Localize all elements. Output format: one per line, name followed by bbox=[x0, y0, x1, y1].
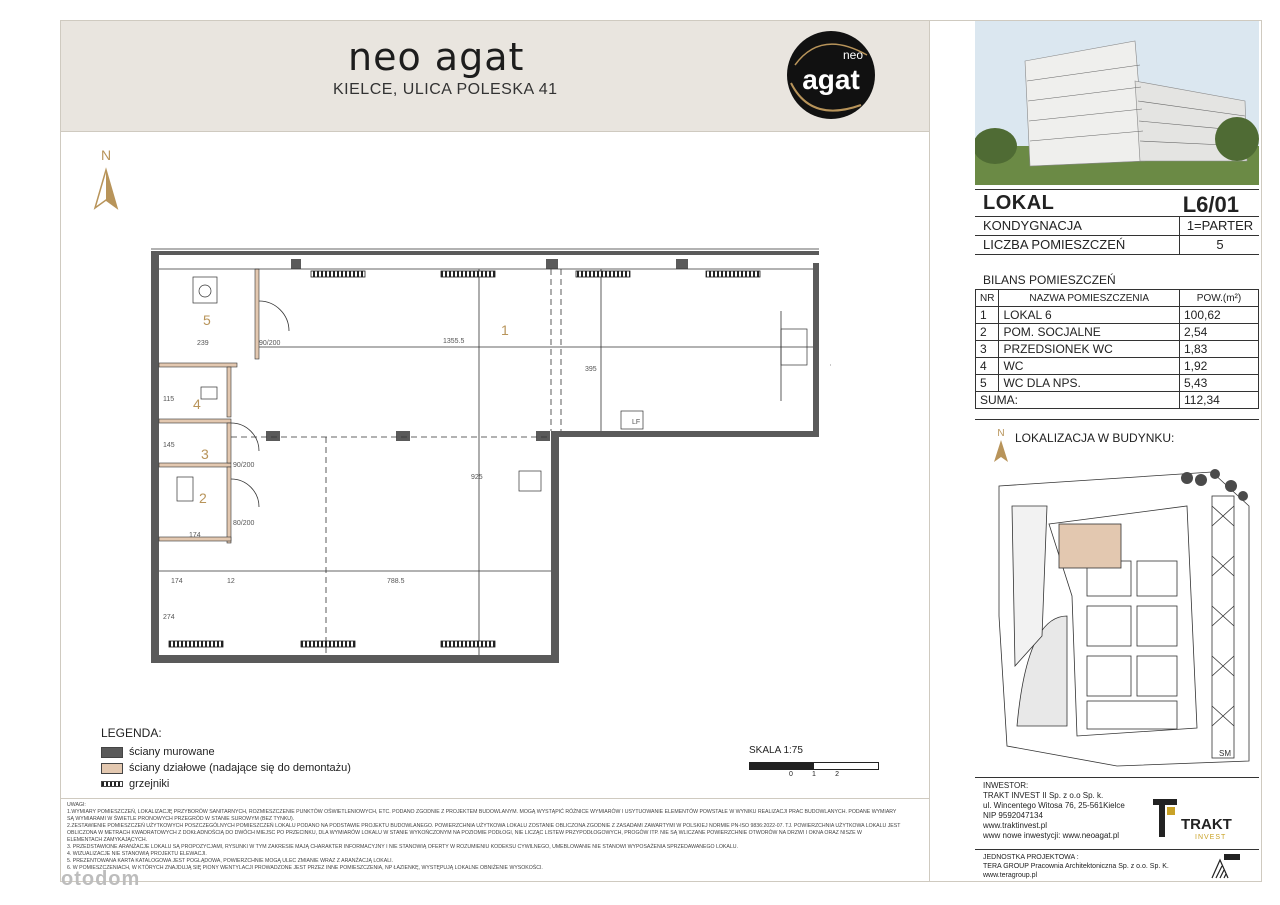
legend-swatch-partitions bbox=[101, 763, 123, 774]
header-name: NAZWA POMIESZCZENIA bbox=[999, 290, 1180, 307]
table-row bbox=[976, 375, 1259, 392]
trakt-logo-main: TRAKT bbox=[1181, 816, 1232, 833]
notes-title: UWAGI: bbox=[67, 802, 86, 808]
room-balance-title: BILANS POMIESZCZEŃ bbox=[983, 273, 1116, 287]
dimension-label: 239 bbox=[197, 340, 209, 347]
plan-partitions bbox=[159, 269, 259, 543]
investor-line: NIP 9592047134 bbox=[983, 811, 1043, 820]
door-label: 90/200 bbox=[233, 462, 255, 469]
site-plan bbox=[987, 466, 1257, 771]
sum-label: SUMA: bbox=[976, 392, 1180, 409]
room-balance-table bbox=[975, 289, 1259, 409]
room-number: 1 bbox=[501, 322, 509, 338]
table-row bbox=[976, 341, 1259, 358]
notes-line: 2.ZESTAWIENIE POMIESZCZEŃ UŻYTKOWYCH POSZCZEGÓLNYCH POMIESZCZEŃ LOKALU PODANO NA PODSTAWIE PROJEKTU BUDOWLANEGO. POWIERZCHNIA UŻYTKOWA LOKALU ZOSTANIE OBLICZONA ZGODNIE Z ZASADAMI ZAWARTYMI W POLSKIEJ NORMIE PN-ISO 9836:2022-07. TJ. POWIERZCHNIA UŻYTKOWA LOKALU JEST bbox=[67, 823, 901, 829]
designer-line: TERA GROUP Pracownia Architektoniczna Sp. z o.o. Sp. K. bbox=[983, 863, 1169, 870]
row-name: WC bbox=[999, 358, 1180, 375]
dimension-label: 1355.5 bbox=[443, 338, 465, 345]
row-name: LOKAL 6 bbox=[999, 307, 1180, 324]
row-area: 1,83 bbox=[1180, 341, 1259, 358]
watermark: otodom bbox=[61, 868, 141, 890]
floor-plan bbox=[141, 241, 831, 671]
header-area: POW.(m²) bbox=[1180, 290, 1259, 307]
unit-highlight bbox=[1059, 524, 1121, 568]
door-label: 80/200 bbox=[233, 520, 255, 527]
row-name: WC DLA NPS. bbox=[999, 375, 1180, 392]
tera-logo-icon bbox=[1210, 854, 1240, 880]
row-nr: 5 bbox=[976, 375, 999, 392]
table-header bbox=[976, 290, 1259, 307]
investor-info bbox=[983, 781, 1163, 841]
logo-text-top: neo bbox=[843, 48, 864, 62]
floor-row bbox=[975, 217, 1259, 236]
table-row bbox=[976, 307, 1259, 324]
table-sum-row bbox=[976, 392, 1259, 409]
legend-label: ściany działowe (nadające się do demontażu) bbox=[129, 762, 351, 774]
notes-line: 6. W POMIESZCZENIACH, W KTÓRYCH ZNAJDUJĄ SIĘ PIONY WENTYLACJI PROWADZONE JEST PRZEZ INNE POMIESZCZENIA, NP ŁAZIENKĘ, WYSTĘPUJĄ LOKALNE OBNIŻENIE WYSOKOŚCI. bbox=[67, 865, 543, 871]
investor-line[interactable]: www.traktinvest.pl bbox=[983, 821, 1048, 830]
dimension-label: 174 bbox=[171, 578, 183, 585]
legend-label: grzejniki bbox=[129, 778, 170, 790]
brand-title: neo agat bbox=[348, 35, 525, 79]
row-nr: 1 bbox=[976, 307, 999, 324]
notes-line: 5. PREZENTOWANA KARTA KATALOGOWA JEST POGLĄDOWA, POWIERZCHNIE MOGĄ ULEC ZMIANIE WRAZ Z ARANŻACJĄ LOKALI. bbox=[67, 858, 393, 864]
dimension-label: 174 bbox=[189, 532, 201, 539]
notes-line: 1.WYMIARY POMIESZCZEŃ, LOKALIZACJĘ PRZYBORÓW SANITARNYCH, ROZMIESZCZENIE PUNKTÓW OŚWIETLENIOWYCH, ETC. PODANO ZGODNIE Z PROJEKTEM BUDOWLANYM. MOGĄ WYSTĄPIĆ RÓŻNICE WYMIARÓW I USYTUOWANIE ELEMENTÓW POWSTAŁE W WYNIKU REALIZACJI PRAC BUDOWLANYCH. PODANE WYMIARY bbox=[67, 809, 897, 815]
building-photo bbox=[975, 21, 1259, 185]
dimension-label: 12 bbox=[227, 578, 235, 585]
notes-line: 4. WIZUALIZACJE NIE STANOWIĄ PROJEKTU ELEWACJI. bbox=[67, 851, 207, 857]
table-row bbox=[976, 358, 1259, 375]
dimension-label: 145 bbox=[163, 442, 175, 449]
logo-text-main: agat bbox=[802, 64, 860, 95]
dimension-label: 115 bbox=[163, 396, 175, 403]
location-north-label: N bbox=[997, 428, 1005, 439]
row-area: 100,62 bbox=[1180, 307, 1259, 324]
unit-code: L6/01 bbox=[1182, 192, 1239, 217]
site-marker: SM bbox=[1219, 749, 1231, 758]
info-panel bbox=[973, 21, 1262, 881]
unit-header bbox=[975, 189, 1259, 217]
room-number: 3 bbox=[201, 446, 209, 462]
dimension-label: 925 bbox=[471, 474, 483, 481]
room-number: 2 bbox=[199, 490, 207, 506]
notes-line: OBLICZONA W METRACH KWADRATOWYCH Z DOKŁADNOŚCIĄ DO DWÓCH MIEJSC PO PRZECINKU, DLA WYMIARÓW LOKALU W STANIE WYKOŃCZONYM NA POZIOMIE PODŁOGI, NIE LICZĄC LISTEW PRZYPODŁOGOWYCH, PROGÓW ITP. NIE SĄ WLICZANE POWIERZCHNIE OTWORÓW NA DRZWI I OKNA ORAZ NISZE W bbox=[67, 830, 862, 836]
notes bbox=[61, 798, 929, 881]
trakt-logo-sub: INVEST bbox=[1195, 834, 1227, 841]
designer-title: JEDNOSTKA PROJEKTOWA : bbox=[983, 854, 1079, 861]
row-area: 1,92 bbox=[1180, 358, 1259, 375]
brand-logo bbox=[781, 25, 881, 125]
floor-value: 1=PARTER bbox=[1186, 218, 1254, 233]
table-row bbox=[976, 324, 1259, 341]
location-north-icon bbox=[991, 426, 1011, 466]
row-name: PRZEDSIONEK WC bbox=[999, 341, 1180, 358]
designer-line[interactable]: www.teragroup.pl bbox=[983, 872, 1038, 879]
unit-label: LOKAL bbox=[983, 192, 1055, 214]
floor-label: KONDYGNACJA bbox=[983, 218, 1082, 233]
scale-tick: 2 bbox=[835, 771, 839, 778]
legend bbox=[101, 726, 431, 792]
legend-label: ściany murowane bbox=[129, 746, 215, 758]
designer-info bbox=[983, 853, 1203, 880]
legend-swatch-radiators bbox=[101, 781, 123, 787]
row-nr: 2 bbox=[976, 324, 999, 341]
dimension-label: 395 bbox=[585, 366, 597, 373]
room-number: 4 bbox=[193, 396, 201, 412]
legend-item bbox=[101, 760, 431, 776]
row-nr: 4 bbox=[976, 358, 999, 375]
notes-line: 3. PRZEDSTAWIONE ARANŻACJE LOKALU SĄ PROPOZYCJAMI, RYSUNKI W TYM ZAKRESIE MAJĄ CHARAKTER INFORMACYJNY I NIE STANOWIĄ OFERTY W ROZUMIENIU KODEKSU CYWILNEGO, UMEBLOWANIE NIE STANOWI WYPOSAŻENIA SPRZEDAWANEGO LOKALU. bbox=[67, 844, 738, 850]
legend-item bbox=[101, 776, 431, 792]
rooms-count-label: LICZBA POMIESZCZEŃ bbox=[983, 237, 1126, 252]
legend-item bbox=[101, 744, 431, 760]
investor-line: TRAKT INVEST II Sp. z o.o Sp. k. bbox=[983, 791, 1104, 800]
header bbox=[61, 21, 929, 132]
rooms-count-value: 5 bbox=[1216, 237, 1224, 252]
fixtures bbox=[177, 277, 807, 501]
plan-panel bbox=[61, 21, 930, 890]
sheet bbox=[60, 20, 1262, 890]
row-area: 2,54 bbox=[1180, 324, 1259, 341]
plan-walls bbox=[151, 251, 819, 663]
scale-tick: 0 bbox=[789, 771, 793, 778]
scale-label: SKALA 1:75 bbox=[749, 745, 803, 756]
fixture-label: LF bbox=[632, 419, 641, 426]
scale-ticks bbox=[749, 771, 879, 778]
plan-lines bbox=[151, 249, 819, 655]
scale bbox=[749, 745, 879, 778]
row-name: POM. SOCJALNE bbox=[999, 324, 1180, 341]
north-arrow-icon bbox=[91, 146, 121, 216]
sum-value: 112,34 bbox=[1180, 392, 1259, 409]
row-nr: 3 bbox=[976, 341, 999, 358]
address: KIELCE, ULICA POLESKA 41 bbox=[333, 81, 558, 98]
dimension-label: 788.5 bbox=[387, 578, 405, 585]
legend-title: LEGENDA: bbox=[101, 726, 162, 740]
room-number: 5 bbox=[203, 312, 211, 328]
door-label: 90/200 bbox=[259, 340, 281, 347]
investor-line: ul. Wincentego Witosa 76, 25-561Kielce bbox=[983, 801, 1125, 810]
investor-title: INWESTOR: bbox=[983, 781, 1029, 790]
scale-bar bbox=[749, 762, 879, 770]
trakt-logo bbox=[1151, 793, 1261, 843]
rooms-count-row bbox=[975, 236, 1259, 255]
investor-line[interactable]: www nowe inwestycji: www.neoagat.pl bbox=[983, 831, 1120, 840]
scale-tick: 1 bbox=[812, 771, 816, 778]
legend-swatch-walls bbox=[101, 747, 123, 758]
notes-line: ELEMENTACH ZAMYKAJĄCYCH. bbox=[67, 837, 148, 843]
notes-line: SĄ WYMIARAMI W ŚWIETLE PRONOWYCH PRZEGRÓD W STANIE SUROWYM (BEZ TYNKU). bbox=[67, 816, 295, 822]
location-title: LOKALIZACJA W BUDYNKU: bbox=[1015, 431, 1175, 445]
header-nr: NR bbox=[976, 290, 999, 307]
north-label: N bbox=[100, 147, 112, 163]
row-area: 5,43 bbox=[1180, 375, 1259, 392]
dimension-label: 274 bbox=[163, 614, 175, 621]
